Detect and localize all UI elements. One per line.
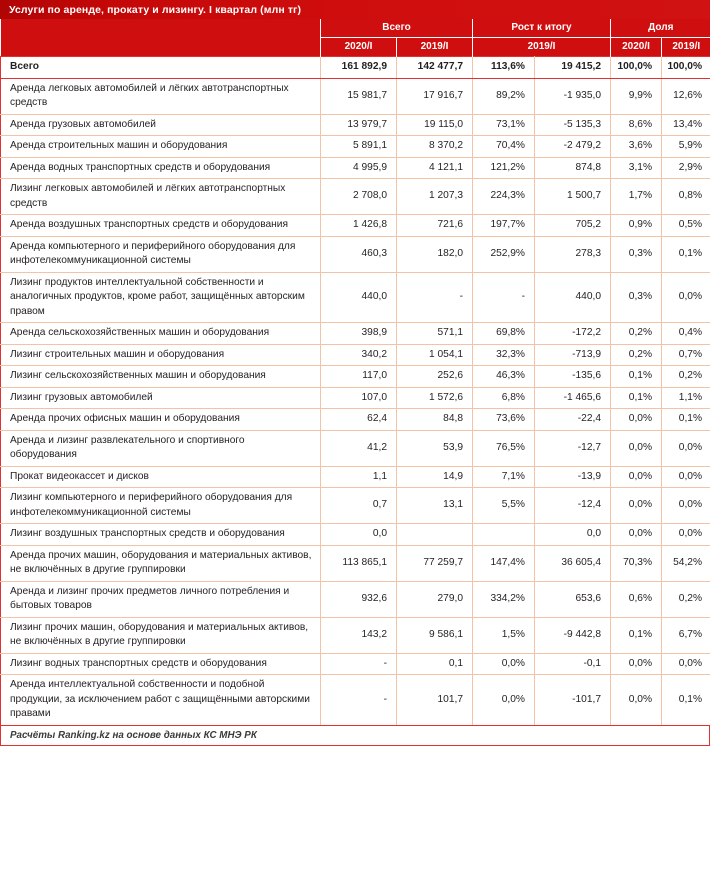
row-label: Всего: [1, 57, 321, 79]
value-growth-pct: 76,5%: [473, 430, 535, 466]
value-total-2019: 8 370,2: [397, 136, 473, 158]
header-group-total: Всего: [321, 19, 473, 38]
value-share-2020: 0,2%: [611, 323, 662, 345]
value-total-2020: 62,4: [321, 409, 397, 431]
table-row: [1, 114, 710, 136]
value-total-2019: 142 477,7: [397, 57, 473, 79]
value-growth-pct: 147,4%: [473, 545, 535, 581]
source-note: Расчёты Ranking.kz на основе данных КС МНЭ РК: [10, 729, 257, 741]
value-growth-abs: 440,0: [535, 272, 611, 323]
row-label: Аренда сельскохозяйственных машин и оборудования: [1, 323, 321, 345]
value-total-2019: 279,0: [397, 581, 473, 617]
value-total-2020: 0,0: [321, 524, 397, 546]
row-label: Аренда воздушных транспортных средств и оборудования: [1, 215, 321, 237]
header-group-row: [1, 19, 710, 38]
row-label: Аренда и лизинг развлекательного и спортивного оборудования: [1, 430, 321, 466]
value-growth-pct: 113,6%: [473, 57, 535, 79]
table-footer: [0, 726, 710, 746]
header-sub-total-2020: 2020/I: [321, 38, 397, 57]
value-total-2020: -: [321, 653, 397, 675]
row-label: Аренда строительных машин и оборудования: [1, 136, 321, 158]
value-share-2019: 6,7%: [662, 617, 710, 653]
row-label: Аренда прочих офисных машин и оборудования: [1, 409, 321, 431]
value-share-2019: 0,0%: [662, 524, 710, 546]
value-total-2019: 571,1: [397, 323, 473, 345]
value-growth-pct: [473, 524, 535, 546]
value-growth-pct: 5,5%: [473, 488, 535, 524]
table-row: [1, 581, 710, 617]
header-group-growth: Рост к итогу: [473, 19, 611, 38]
value-growth-abs: -22,4: [535, 409, 611, 431]
value-growth-abs: -9 442,8: [535, 617, 611, 653]
header-sub-share-2019: 2019/I: [662, 38, 710, 57]
value-total-2020: 117,0: [321, 366, 397, 388]
value-share-2019: 0,0%: [662, 653, 710, 675]
value-growth-abs: -12,7: [535, 430, 611, 466]
value-growth-abs: -2 479,2: [535, 136, 611, 158]
value-total-2019: [397, 524, 473, 546]
value-share-2020: 100,0%: [611, 57, 662, 79]
value-share-2019: 0,2%: [662, 581, 710, 617]
table-row: [1, 179, 710, 215]
value-share-2019: 0,5%: [662, 215, 710, 237]
row-label: Аренда и лизинг прочих предметов личного потребления и бытовых товаров: [1, 581, 321, 617]
value-growth-pct: 121,2%: [473, 157, 535, 179]
value-total-2019: 1 054,1: [397, 344, 473, 366]
value-share-2020: 0,0%: [611, 524, 662, 546]
value-growth-pct: -: [473, 272, 535, 323]
value-total-2020: 107,0: [321, 387, 397, 409]
value-share-2020: 0,0%: [611, 430, 662, 466]
row-label: Аренда легковых автомобилей и лёгких автотранспортных средств: [1, 78, 321, 114]
row-label: Аренда водных транспортных средств и оборудования: [1, 157, 321, 179]
value-share-2019: 0,2%: [662, 366, 710, 388]
value-total-2019: 19 115,0: [397, 114, 473, 136]
value-share-2019: 0,1%: [662, 409, 710, 431]
value-share-2020: 0,9%: [611, 215, 662, 237]
row-label: Лизинг прочих машин, оборудования и материальных активов, не включённых в другие группировки: [1, 617, 321, 653]
table-title-bar: [0, 0, 710, 19]
value-total-2020: 440,0: [321, 272, 397, 323]
row-label: Аренда грузовых автомобилей: [1, 114, 321, 136]
value-share-2019: 13,4%: [662, 114, 710, 136]
value-share-2019: 12,6%: [662, 78, 710, 114]
value-total-2019: 101,7: [397, 675, 473, 726]
value-total-2020: 0,7: [321, 488, 397, 524]
value-growth-abs: 705,2: [535, 215, 611, 237]
value-share-2019: 0,1%: [662, 675, 710, 726]
value-total-2020: 41,2: [321, 430, 397, 466]
value-share-2020: 0,1%: [611, 366, 662, 388]
value-share-2019: 0,0%: [662, 272, 710, 323]
value-growth-abs: -101,7: [535, 675, 611, 726]
value-growth-abs: -0,1: [535, 653, 611, 675]
table-row: [1, 157, 710, 179]
value-share-2019: 0,0%: [662, 488, 710, 524]
value-share-2019: 0,1%: [662, 236, 710, 272]
value-total-2020: 13 979,7: [321, 114, 397, 136]
value-total-2019: 4 121,1: [397, 157, 473, 179]
table-row: [1, 344, 710, 366]
row-label: Аренда компьютерного и периферийного оборудования для инфотелекоммуникационной системы: [1, 236, 321, 272]
table-header: [1, 19, 710, 57]
value-growth-abs: -5 135,3: [535, 114, 611, 136]
header-sub-share-2020: 2020/I: [611, 38, 662, 57]
value-share-2019: 0,0%: [662, 430, 710, 466]
table-row: [1, 387, 710, 409]
value-growth-pct: 6,8%: [473, 387, 535, 409]
value-share-2019: 0,0%: [662, 466, 710, 488]
value-total-2020: 460,3: [321, 236, 397, 272]
row-label: Прокат видеокассет и дисков: [1, 466, 321, 488]
header-sub-total-2019: 2019/I: [397, 38, 473, 57]
table-row: [1, 653, 710, 675]
value-growth-abs: 36 605,4: [535, 545, 611, 581]
value-total-2019: 77 259,7: [397, 545, 473, 581]
value-growth-pct: 1,5%: [473, 617, 535, 653]
row-label: Лизинг водных транспортных средств и оборудования: [1, 653, 321, 675]
table-row: [1, 366, 710, 388]
value-total-2019: 252,6: [397, 366, 473, 388]
table-row: [1, 466, 710, 488]
value-growth-pct: 7,1%: [473, 466, 535, 488]
row-label: Лизинг сельскохозяйственных машин и оборудования: [1, 366, 321, 388]
value-share-2019: 0,8%: [662, 179, 710, 215]
table-row: [1, 215, 710, 237]
row-label: Аренда интеллектуальной собственности и подобной продукции, за исключением работ с защищёнными авторскими правами: [1, 675, 321, 726]
value-total-2019: 14,9: [397, 466, 473, 488]
value-share-2020: 0,0%: [611, 675, 662, 726]
value-share-2020: 9,9%: [611, 78, 662, 114]
value-share-2020: 70,3%: [611, 545, 662, 581]
table-row: [1, 617, 710, 653]
value-growth-abs: -172,2: [535, 323, 611, 345]
table-row: [1, 430, 710, 466]
row-label: Лизинг воздушных транспортных средств и оборудования: [1, 524, 321, 546]
table-total-row: [1, 57, 710, 79]
value-growth-abs: 874,8: [535, 157, 611, 179]
value-total-2020: 113 865,1: [321, 545, 397, 581]
value-growth-abs: -12,4: [535, 488, 611, 524]
value-share-2020: 0,0%: [611, 653, 662, 675]
value-total-2019: 9 586,1: [397, 617, 473, 653]
value-growth-abs: 0,0: [535, 524, 611, 546]
value-growth-abs: -1 465,6: [535, 387, 611, 409]
value-total-2020: -: [321, 675, 397, 726]
value-growth-pct: 69,8%: [473, 323, 535, 345]
value-total-2020: 398,9: [321, 323, 397, 345]
value-share-2019: 2,9%: [662, 157, 710, 179]
value-share-2020: 3,6%: [611, 136, 662, 158]
table-row: [1, 78, 710, 114]
value-total-2019: 17 916,7: [397, 78, 473, 114]
value-growth-abs: -13,9: [535, 466, 611, 488]
value-share-2020: 1,7%: [611, 179, 662, 215]
row-label: Лизинг продуктов интеллектуальной собственности и аналогичных продуктов, кроме работ, защищённых авторским правом: [1, 272, 321, 323]
value-total-2020: 340,2: [321, 344, 397, 366]
value-growth-pct: 334,2%: [473, 581, 535, 617]
value-growth-abs: -1 935,0: [535, 78, 611, 114]
value-growth-abs: -135,6: [535, 366, 611, 388]
value-total-2020: 2 708,0: [321, 179, 397, 215]
value-total-2020: 161 892,9: [321, 57, 397, 79]
value-total-2019: 182,0: [397, 236, 473, 272]
table-body: [1, 57, 710, 726]
value-growth-pct: 224,3%: [473, 179, 535, 215]
value-growth-pct: 70,4%: [473, 136, 535, 158]
value-growth-pct: 252,9%: [473, 236, 535, 272]
value-share-2020: 0,0%: [611, 409, 662, 431]
value-total-2019: 1 572,6: [397, 387, 473, 409]
value-share-2019: 0,4%: [662, 323, 710, 345]
value-share-2020: 0,0%: [611, 466, 662, 488]
value-growth-abs: 19 415,2: [535, 57, 611, 79]
value-share-2020: 0,6%: [611, 581, 662, 617]
value-share-2020: 8,6%: [611, 114, 662, 136]
value-share-2019: 5,9%: [662, 136, 710, 158]
value-total-2020: 4 995,9: [321, 157, 397, 179]
value-growth-pct: 46,3%: [473, 366, 535, 388]
value-share-2020: 0,3%: [611, 272, 662, 323]
value-total-2020: 15 981,7: [321, 78, 397, 114]
value-share-2020: 0,3%: [611, 236, 662, 272]
value-total-2020: 1 426,8: [321, 215, 397, 237]
table-row: [1, 488, 710, 524]
value-growth-pct: 73,6%: [473, 409, 535, 431]
table-row: [1, 323, 710, 345]
value-growth-pct: 0,0%: [473, 653, 535, 675]
value-growth-pct: 32,3%: [473, 344, 535, 366]
table-row: [1, 545, 710, 581]
value-share-2020: 3,1%: [611, 157, 662, 179]
value-share-2019: 100,0%: [662, 57, 710, 79]
header-sub-growth-2019: 2019/I: [473, 38, 611, 57]
table-row: [1, 524, 710, 546]
value-growth-pct: 197,7%: [473, 215, 535, 237]
page-title: Услуги по аренде, прокату и лизингу. I квартал (млн тг): [9, 3, 302, 16]
header-corner-cell: [1, 19, 321, 57]
value-total-2020: 5 891,1: [321, 136, 397, 158]
value-share-2019: 54,2%: [662, 545, 710, 581]
table-row: [1, 272, 710, 323]
value-total-2020: 1,1: [321, 466, 397, 488]
value-growth-pct: 0,0%: [473, 675, 535, 726]
table-row: [1, 675, 710, 726]
value-total-2019: 721,6: [397, 215, 473, 237]
row-label: Лизинг строительных машин и оборудования: [1, 344, 321, 366]
value-share-2019: 0,7%: [662, 344, 710, 366]
value-total-2019: 0,1: [397, 653, 473, 675]
value-total-2020: 143,2: [321, 617, 397, 653]
row-label: Лизинг легковых автомобилей и лёгких автотранспортных средств: [1, 179, 321, 215]
value-growth-pct: 73,1%: [473, 114, 535, 136]
row-label: Лизинг грузовых автомобилей: [1, 387, 321, 409]
value-total-2020: 932,6: [321, 581, 397, 617]
value-total-2019: 84,8: [397, 409, 473, 431]
value-share-2020: 0,1%: [611, 617, 662, 653]
value-share-2019: 1,1%: [662, 387, 710, 409]
row-label: Аренда прочих машин, оборудования и материальных активов, не включённых в другие группировки: [1, 545, 321, 581]
value-total-2019: 13,1: [397, 488, 473, 524]
value-growth-abs: 1 500,7: [535, 179, 611, 215]
value-total-2019: 53,9: [397, 430, 473, 466]
row-label: Лизинг компьютерного и периферийного оборудования для инфотелекоммуникационной системы: [1, 488, 321, 524]
header-group-share: Доля: [611, 19, 710, 38]
table-row: [1, 136, 710, 158]
value-share-2020: 0,2%: [611, 344, 662, 366]
value-total-2019: 1 207,3: [397, 179, 473, 215]
value-share-2020: 0,1%: [611, 387, 662, 409]
table-row: [1, 236, 710, 272]
value-growth-abs: 278,3: [535, 236, 611, 272]
value-total-2019: -: [397, 272, 473, 323]
value-growth-abs: -713,9: [535, 344, 611, 366]
value-growth-pct: 89,2%: [473, 78, 535, 114]
value-share-2020: 0,0%: [611, 488, 662, 524]
value-growth-abs: 653,6: [535, 581, 611, 617]
statistics-table: [0, 19, 710, 726]
table-row: [1, 409, 710, 431]
